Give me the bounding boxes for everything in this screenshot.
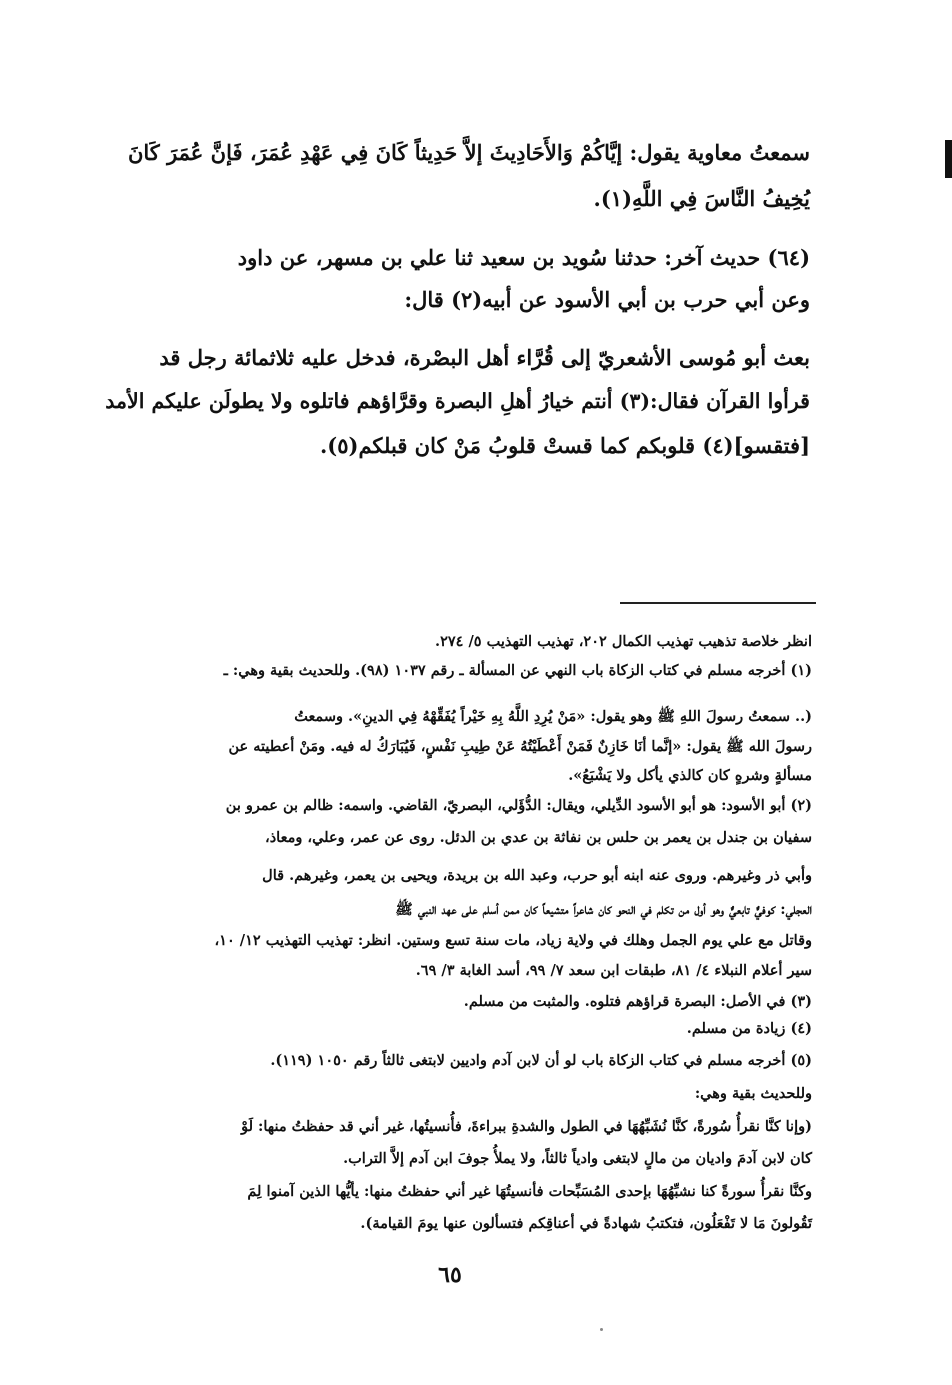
footnote-line: (٣) في الأصل: البصرة قراؤهم فتلوه. والمثبت من مسلم. [463, 993, 812, 1010]
main-line: بعث أبو مُوسى الأشعريّ إلى قُرَّاء أهل البصْرة، فدخل عليه ثلاثمائة رجل قد [159, 345, 810, 370]
binding-edge-mark [945, 140, 952, 178]
footnote-line: تَقُولونَ مَا لا تَفْعَلُون، فتكتبُ شهادةً في أعناقِكم فتسألون عنها يومَ القيامة). [360, 1215, 812, 1232]
main-line: وعن أبي حرب بن أبي الأسود عن أبيه(٢) قال: [404, 287, 810, 312]
footnote-line: (وإنا كنَّا نقرأُ سُورةً، كنَّا نُشَبِّهُهَا في الطول والشدةِ ببراءةَ، فأُنسيتُها، غير أني قد حفظتُ منها: لَوْ [241, 1118, 812, 1135]
footnote-line: (.. سمعتُ رسولَ اللهِ ﷺ وهو يقول: «مَنْ يُرِدِ اللَّهُ بِهِ خَيْراً يُفَقِّهْهُ فِي الدينِ». وسمعتُ [294, 708, 812, 725]
footnote-line: وقاتل مع علي يوم الجمل وهلك في ولاية زياد، مات سنة تسع وستين. انظر: تهذيب التهذيب ١٢/ ١٠، [214, 932, 812, 949]
hadith-heading-line: (٦٤) حديث آخر: حدثنا سُويد بن سعيد ثنا علي بن مسهر، عن داود [237, 245, 810, 270]
footnote-line: رسولَ الله ﷺ يقول: «إنَّما أنَا خَازِنٌ فَمَنْ أَعْطَيْتُهُ عَنْ طِيبِ نَفْسٍ، فَيُبَارَكُ له فيه. ومَنْ أعطيته عن [228, 738, 812, 755]
main-line: سمعتُ معاوية يقول: إيَّاكُمْ وَالأَحَادِيثَ إلاَّ حَدِيثاً كَانَ فِي عَهْدِ عُمَرَ، فَإنَّ عُمَرَ كَانَ [127, 140, 810, 165]
footnote-line: سفيان بن جندل بن يعمر بن حلس بن نفاثة بن عدي بن الدئل. روى عن عمر، وعلي، ومعاذ، [265, 829, 812, 846]
page-number: ٦٥ [438, 1262, 462, 1288]
footnote-line: سير أعلام النبلاء ٤/ ٨١، طبقات ابن سعد ٧/ ٩٩، أسد الغابة ٣/ ٦٩. [415, 962, 812, 979]
footnote-line: (٥) أخرجه مسلم في كتاب الزكاة باب لو أن لابن آدم واديين لابتغى ثالثاً رقم ١٠٥٠ (١١٩). [270, 1052, 812, 1069]
footnote-line: كان لابن آدمَ واديان من مالٍ لابتغى وادياً ثالثاً، ولا يملأُ جوفَ ابن آدم إلاَّ التراب. [343, 1150, 812, 1167]
footnote-line: وكنَّا نقرأُ سورةً كنا نشبِّهُهَا بإحدى المُسَبِّحات فأنسيتُهَا غير أني حفظتُ منها: يأيُّها الذين آمنوا لِمَ [247, 1183, 812, 1200]
main-line: قرأوا القرآن فقال:(٣) أنتم خيارُ أهلِ البصرة وقرَّاؤهم فاتلوه ولا يطولَن عليكم الأمد [105, 389, 810, 413]
footnote-line: وللحديث بقية وهي: [694, 1085, 812, 1102]
footnote-line: مسألةٍ وشرهٍ كان كالذي يأكل ولا يَشْبَعُ». [568, 767, 812, 784]
scan-speck [600, 1328, 603, 1331]
footnote-line: العجلي: كوفيٌّ تابعيٌّ وهو أول من تكلم في النحو كان شاعراً متشيعاً كان ممن أسلم على عهد النبي ﷺ [395, 901, 812, 918]
footnote-line: (٢) أبو الأسود: هو أبو الأسود الدِّيلي، ويقال: الدُّؤَلي، البصريّ، القاضي. واسمه: ظالم بن عمرو بن [225, 797, 812, 814]
footnote-separator [620, 602, 816, 604]
footnote-line: (٤) زيادة من مسلم. [686, 1020, 812, 1037]
footnote-line: (١) أخرجه مسلم في كتاب الزكاة باب النهي عن المسألة ـ رقم ١٠٣٧ (٩٨). وللحديث بقية وهي: ـ [223, 662, 812, 679]
footnote-line: وأبي ذر وغيرهم. وروى عنه ابنه أبو حرب، وعبد الله بن بريدة، ويحيى بن يعمر، وغيرهم. قال [262, 867, 812, 884]
main-line: يُخِيفُ النَّاسَ فِي اللَّهِ(١). [593, 186, 810, 211]
main-line: [فتقسو](٤) قلوبكم كما قستْ قلوبُ مَنْ كان قبلكم(٥). [319, 433, 810, 458]
footnote-line: انظر خلاصة تذهيب تهذيب الكمال ٢٠٢، تهذيب التهذيب ٥/ ٢٧٤. [435, 633, 812, 650]
